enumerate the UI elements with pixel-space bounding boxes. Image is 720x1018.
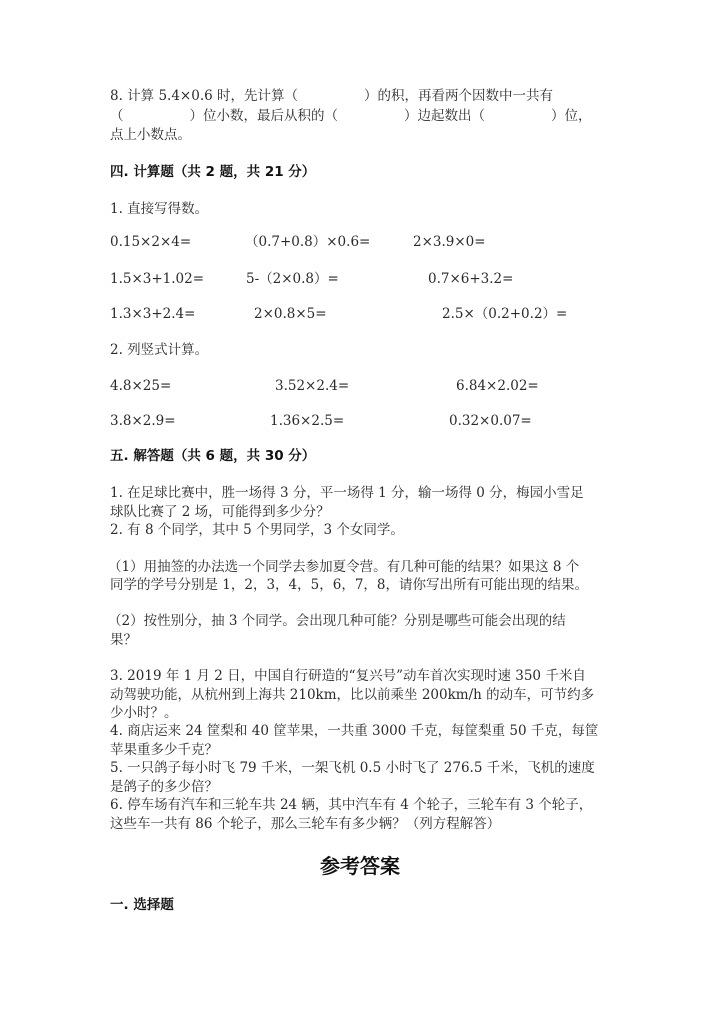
q8-text: ）的积，再看两个因数中一共有 [364,88,554,104]
vertical-calc-item: 3.8×2.9= [110,413,176,429]
vertical-calc-item: 6.84×2.02= [456,378,539,394]
mental-math-item: 2×0.8×5= [254,306,327,322]
mental-math-item: 2×3.9×0= [413,234,486,250]
mental-math-item: （0.7+0.8）×0.6= [245,234,371,250]
q8-line-2 [110,107,592,125]
section-4-q2-label: 2. 列竖式计算。 [110,342,209,358]
section-5-q2-sub2-line: 果？ [110,632,137,648]
mental-math-item: 0.15×2×4= [110,234,192,250]
section-5-heading: 五. 解答题（共 6 题，共 30 分） [110,448,316,464]
q8-text: ）位， [551,108,592,124]
vertical-calc-item: 3.52×2.4= [275,378,350,394]
section-4-q1-label: 1. 直接写得数。 [110,201,209,217]
section-5-q6-line: 这些车一共有 86 个轮子，那么三轮车有多少辆？（列方程解答） [110,816,501,832]
section-5-q3-line: 少小时？。 [110,705,178,721]
section-5-q3-line: 动驾驶功能，从杭州到上海共 210km，比以前乘坐 200km/h 的动车，可节约多 [110,687,595,703]
mental-math-item: 2.5×（0.2+0.2）= [442,306,568,322]
section-5-q1-line: 球队比赛了 2 场，可能得到多少分？ [110,504,330,520]
q8-text: ）位小数，最后从积的（ [189,108,338,124]
section-4-heading: 四. 计算题（共 2 题，共 21 分） [110,164,316,180]
section-5-q5-line: 5. 一只鸽子每小时飞 79 千米，一架飞机 0.5 小时飞了 276.5 千米，飞机的速度 [110,760,595,776]
vertical-calc-item: 4.8×25= [110,378,172,394]
answers-title: 参考答案 [320,854,400,878]
vertical-calc-item: 1.36×2.5= [270,413,345,429]
mental-math-item: 1.5×3+1.02= [110,271,205,287]
section-5-q5-line: 是鸽子的多少倍？ [110,779,218,795]
vertical-calc-item: 0.32×0.07= [449,413,532,429]
section-5-q6-line: 6. 停车场有汽车和三轮车共 24 辆，其中汽车有 4 个轮子，三轮车有 3 个轮子， [110,797,593,813]
q8-text: （ [110,108,124,124]
section-5-q2: 2. 有 8 个同学，其中 5 个男同学，3 个女同学。 [110,522,404,538]
section-5-q2-sub1-line: 同学的学号分别是 1，2，3，4，5，6，7，8，请你写出所有可能出现的结果。 [110,577,589,593]
q8-text: 8. 计算 5.4×0.6 时，先计算（ [110,88,299,104]
q8-line-3: 点上小数点。 [110,127,191,143]
answers-section-1-heading: 一. 选择题 [110,897,174,913]
section-5-q4-line: 4. 商店运来 24 筐梨和 40 筐苹果，一共重 3000 千克，每筐梨重 50 千克，每筐 [110,723,599,739]
section-5-q2-sub2-line: （2）按性别分，抽 3 个同学。会出现几种可能？分别是哪些可能会出现的结 [108,613,566,629]
section-5-q4-line: 苹果重多少千克？ [110,742,218,758]
mental-math-item: 0.7×6+3.2= [428,271,514,287]
q8-text: ）边起数出（ [404,108,485,124]
section-5-q1-line: 1. 在足球比赛中，胜一场得 3 分，平一场得 1 分，输一场得 0 分，梅园小雪足 [110,485,584,501]
mental-math-item: 5-（2×0.8）= [246,271,339,287]
mental-math-item: 1.3×3+2.4= [110,306,196,322]
section-5-q3-line: 3. 2019 年 1 月 2 日，中国自行研造的“复兴号”动车首次实现时速 350 千米自 [110,668,586,684]
q8-line-1 [110,87,553,105]
section-5-q2-sub1-line: （1）用抽签的办法选一个同学去参加夏令营。有几种可能的结果？如果这 8 个 [108,559,580,575]
